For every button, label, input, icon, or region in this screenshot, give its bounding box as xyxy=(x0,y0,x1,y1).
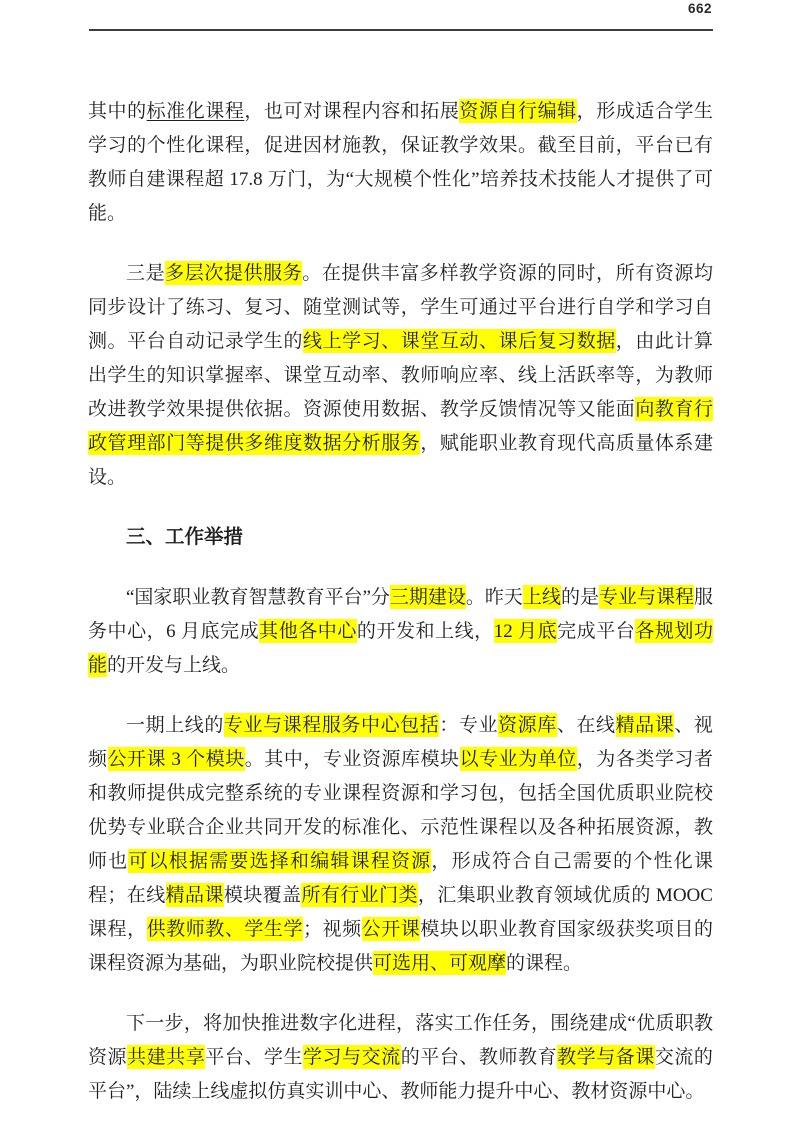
text-segment: ；视频 xyxy=(303,919,362,940)
highlighted-text: 上线 xyxy=(522,587,561,608)
text-segment: 。其中，专业资源库模块 xyxy=(244,749,460,770)
highlighted-text: 教学与备课 xyxy=(557,1047,655,1068)
text-segment: ，为各类学习者和教师提供成完整系统的专业课程资源和学习包，包括全国优质职业院校优势专业联合企业共同开发的标准化、示范性课程以及各种拓展资源，教师也 xyxy=(88,749,713,872)
text-segment: ，赋能职业教育现代高质量体系建设。 xyxy=(88,433,713,488)
text-segment: ，也可对课程内容和拓展 xyxy=(244,101,460,122)
highlighted-text: 公开课 3 个模块 xyxy=(107,749,245,770)
text-segment: 、在线 xyxy=(556,715,616,736)
highlighted-text: 可以根据需要选择和编辑课程资源 xyxy=(128,851,432,872)
text-segment: 一期上线的 xyxy=(126,715,224,736)
text-segment: ：专业 xyxy=(439,715,499,736)
page-header xyxy=(89,0,713,31)
text-segment: 模块以职业教育国家级获奖项目的课程资源为基础，为职业院校提供 xyxy=(88,919,713,974)
highlighted-text: 三期建设 xyxy=(389,587,466,608)
highlighted-text: 共建共享 xyxy=(127,1047,206,1068)
highlighted-text: 供教师教、学生学 xyxy=(146,919,304,940)
text-segment: 其中的 xyxy=(88,101,147,122)
text-segment: 的平台、教师教育 xyxy=(400,1047,558,1068)
document-body xyxy=(88,95,713,1122)
paragraph xyxy=(88,1007,713,1109)
text-segment: 的是 xyxy=(560,587,599,608)
paragraph xyxy=(88,95,713,231)
highlighted-text: 线上学习、课堂互动、课后复习数据 xyxy=(303,331,616,352)
highlighted-text: 以专业为单位 xyxy=(459,749,577,770)
highlighted-text: 精品课 xyxy=(615,715,675,736)
paragraph xyxy=(88,581,713,683)
highlighted-text: 可选用、可观摩 xyxy=(373,953,507,974)
text-segment: 下一步，将加快推进数字化进程，落实工作任务，围绕建成“优质职教资源 xyxy=(88,1013,713,1068)
text-segment: 服务中心，6 月底完成 xyxy=(88,587,713,642)
text-segment: 的课程。 xyxy=(506,953,583,974)
underlined-text: 标准化课程 xyxy=(146,101,245,122)
highlighted-text: 精品课 xyxy=(165,885,224,906)
page-number: 662 xyxy=(687,1,712,16)
text-segment: ，形成适合学生学习的个性化课程，促进因材施教，保证教学效果。截至目前，平台已有教师自建课程超 17.8 万门，为“大规模个性化”培养技术技能人才提供了可能。 xyxy=(88,101,713,224)
highlighted-text: 专业与课程 xyxy=(598,587,694,608)
highlighted-text: 向教育行政管理部门等提供多维度数据分析服务 xyxy=(88,399,713,454)
text-segment: 完成平台 xyxy=(557,621,636,642)
text-segment: 的开发和上线， xyxy=(356,621,494,642)
text-segment: 交流的平台”，陆续上线虚拟仿真实训中心、教师能力提升中心、教材资源中心。 xyxy=(88,1047,713,1102)
text-segment: 、视频 xyxy=(88,715,713,770)
section-heading xyxy=(88,521,713,555)
highlighted-text: 学习与交流 xyxy=(303,1047,401,1068)
text-segment: ，形成符合自己需要的个性化课程；在线 xyxy=(88,851,713,906)
highlighted-text: 资源库 xyxy=(498,715,557,736)
text-segment: 。昨天 xyxy=(465,587,523,608)
highlighted-text: 其他各中心 xyxy=(259,621,357,642)
paragraph xyxy=(88,709,713,981)
text-segment: “国家职业教育智慧教育平台”分 xyxy=(126,587,390,608)
text-segment: ，汇集职业教育领域优质的 MOOC 课程， xyxy=(88,885,713,940)
text-segment: 模块覆盖 xyxy=(223,885,302,906)
text-segment: 的开发与上线。 xyxy=(107,655,241,676)
highlighted-text: 所有行业门类 xyxy=(301,885,418,906)
highlighted-text: 专业与课程服务中心包括 xyxy=(223,715,440,736)
highlighted-text: 公开课 xyxy=(361,919,421,940)
highlighted-text: 多层次提供服务 xyxy=(165,263,303,284)
text-segment: 平台、学生 xyxy=(205,1047,304,1068)
text-segment: ，由此计算出学生的知识掌握率、课堂互动率、教师响应率、线上活跃率等，为教师改进教学效果提供依据。资源使用数据、教学反馈情况等又能面 xyxy=(88,331,713,420)
text-segment: 三是 xyxy=(126,263,166,284)
highlighted-text: 资源自行编辑 xyxy=(459,101,577,122)
text-segment: 三、工作举措 xyxy=(126,527,244,548)
highlighted-text: 12 月底 xyxy=(493,621,558,642)
paragraph xyxy=(88,257,713,495)
highlighted-text: 各规划功能 xyxy=(88,621,713,676)
text-segment: 。在提供丰富多样教学资源的同时，所有资源均同步设计了练习、复习、随堂测试等，学生可通过平台进行自学和学习自测。平台自动记录学生的 xyxy=(88,263,713,352)
